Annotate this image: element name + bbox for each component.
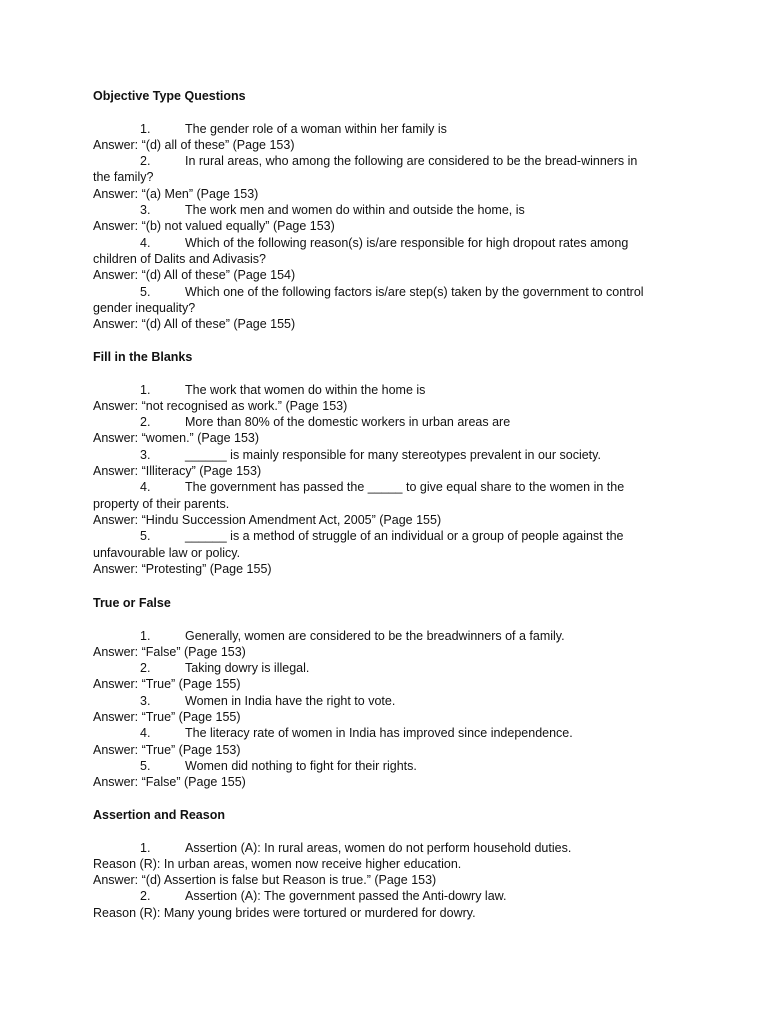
reason-text: Reason (R): In urban areas, women now receive higher education. [93, 856, 462, 871]
question-number: 2. [140, 661, 151, 676]
answer-text: Answer: “(b) not valued equally” (Page 153) [93, 219, 335, 234]
question-item [93, 693, 678, 726]
section-heading: Assertion and Reason [93, 808, 225, 822]
question-item [93, 414, 678, 447]
section-true-false [93, 595, 678, 791]
question-number: 3. [140, 693, 151, 708]
question-item [93, 758, 678, 791]
answer-text: Answer: “(d) All of these” (Page 154) [93, 268, 296, 283]
question-number: 4. [140, 480, 151, 495]
question-text: The work that women do within the home is [185, 382, 426, 397]
question-number: 2. [140, 415, 151, 430]
question-item [93, 725, 678, 758]
question-text: The literacy rate of women in India has improved since independence. [185, 726, 573, 741]
answer-text: Answer: “(d) Assertion is false but Reason is true.” (Page 153) [93, 873, 437, 888]
section-fill-blanks [93, 349, 678, 577]
question-number: 3. [140, 203, 151, 218]
question-continuation: gender inequality? [93, 300, 196, 315]
question-item [93, 528, 678, 577]
answer-text: Answer: “(d) All of these” (Page 155) [93, 317, 296, 332]
question-text: The work men and women do within and outside the home, is [185, 203, 525, 218]
question-item [93, 121, 678, 154]
answer-text: Answer: “True” (Page 155) [93, 677, 241, 692]
assertion-text: Assertion (A): The government passed the Anti-dowry law. [185, 889, 507, 904]
question-text: Generally, women are considered to be the breadwinners of a family. [185, 628, 565, 643]
question-number: 4. [140, 726, 151, 741]
question-text: ______ is mainly responsible for many stereotypes prevalent in our society. [185, 447, 601, 462]
question-item [93, 888, 678, 921]
answer-text: Answer: “(a) Men” (Page 153) [93, 186, 259, 201]
question-number: 1. [140, 382, 151, 397]
question-number: 2. [140, 154, 151, 169]
spacer [93, 104, 678, 120]
question-text: In rural areas, who among the following are considered to be the bread-winners in [185, 154, 638, 169]
question-item [93, 660, 678, 693]
section-objective [93, 88, 678, 332]
answer-text: Answer: “True” (Page 153) [93, 742, 241, 757]
answer-text: Answer: “False” (Page 155) [93, 775, 246, 790]
question-text: Taking dowry is illegal. [185, 661, 310, 676]
question-number: 1. [140, 840, 151, 855]
question-continuation: unfavourable law or policy. [93, 545, 241, 560]
question-number: 5. [140, 529, 151, 544]
question-text: Women in India have the right to vote. [185, 693, 396, 708]
question-item [93, 840, 678, 889]
answer-text: Answer: “Illiteracy” (Page 153) [93, 464, 262, 479]
section-assertion-reason [93, 807, 678, 921]
spacer [93, 611, 678, 627]
question-item [93, 202, 678, 235]
question-text: Which of the following reason(s) is/are responsible for high dropout rates among [185, 235, 629, 250]
question-item [93, 153, 678, 202]
spacer [93, 365, 678, 381]
question-number: 3. [140, 447, 151, 462]
question-number: 4. [140, 235, 151, 250]
question-text: Women did nothing to fight for their rights. [185, 758, 417, 773]
question-item [93, 235, 678, 284]
question-continuation: property of their parents. [93, 496, 230, 511]
question-number: 5. [140, 284, 151, 299]
answer-text: Answer: “(d) all of these” (Page 153) [93, 137, 295, 152]
answer-text: Answer: “False” (Page 153) [93, 644, 246, 659]
spacer [93, 823, 678, 839]
answer-text: Answer: “women.” (Page 153) [93, 431, 260, 446]
section-heading: Fill in the Blanks [93, 350, 193, 364]
question-item [93, 382, 678, 415]
question-continuation: children of Dalits and Adivasis? [93, 251, 267, 266]
answer-text: Answer: “not recognised as work.” (Page 153) [93, 398, 348, 413]
question-item [93, 447, 678, 480]
question-number: 1. [140, 628, 151, 643]
question-text: ______ is a method of struggle of an individual or a group of people against the [185, 529, 624, 544]
question-number: 1. [140, 121, 151, 136]
section-heading: Objective Type Questions [93, 89, 246, 103]
question-item [93, 284, 678, 333]
answer-text: Answer: “Protesting” (Page 155) [93, 561, 272, 576]
question-item [93, 628, 678, 661]
section-heading: True or False [93, 596, 171, 610]
assertion-text: Assertion (A): In rural areas, women do not perform household duties. [185, 840, 572, 855]
question-text: More than 80% of the domestic workers in urban areas are [185, 415, 511, 430]
question-item [93, 479, 678, 528]
question-number: 2. [140, 889, 151, 904]
question-text: The government has passed the _____ to give equal share to the women in the [185, 480, 625, 495]
answer-text: Answer: “True” (Page 155) [93, 710, 241, 725]
question-continuation: the family? [93, 170, 154, 185]
answer-text: Answer: “Hindu Succession Amendment Act, 2005” (Page 155) [93, 512, 442, 527]
reason-text: Reason (R): Many young brides were tortured or murdered for dowry. [93, 905, 476, 920]
question-text: The gender role of a woman within her family is [185, 121, 447, 136]
question-text: Which one of the following factors is/are step(s) taken by the government to control [185, 284, 644, 299]
question-number: 5. [140, 758, 151, 773]
